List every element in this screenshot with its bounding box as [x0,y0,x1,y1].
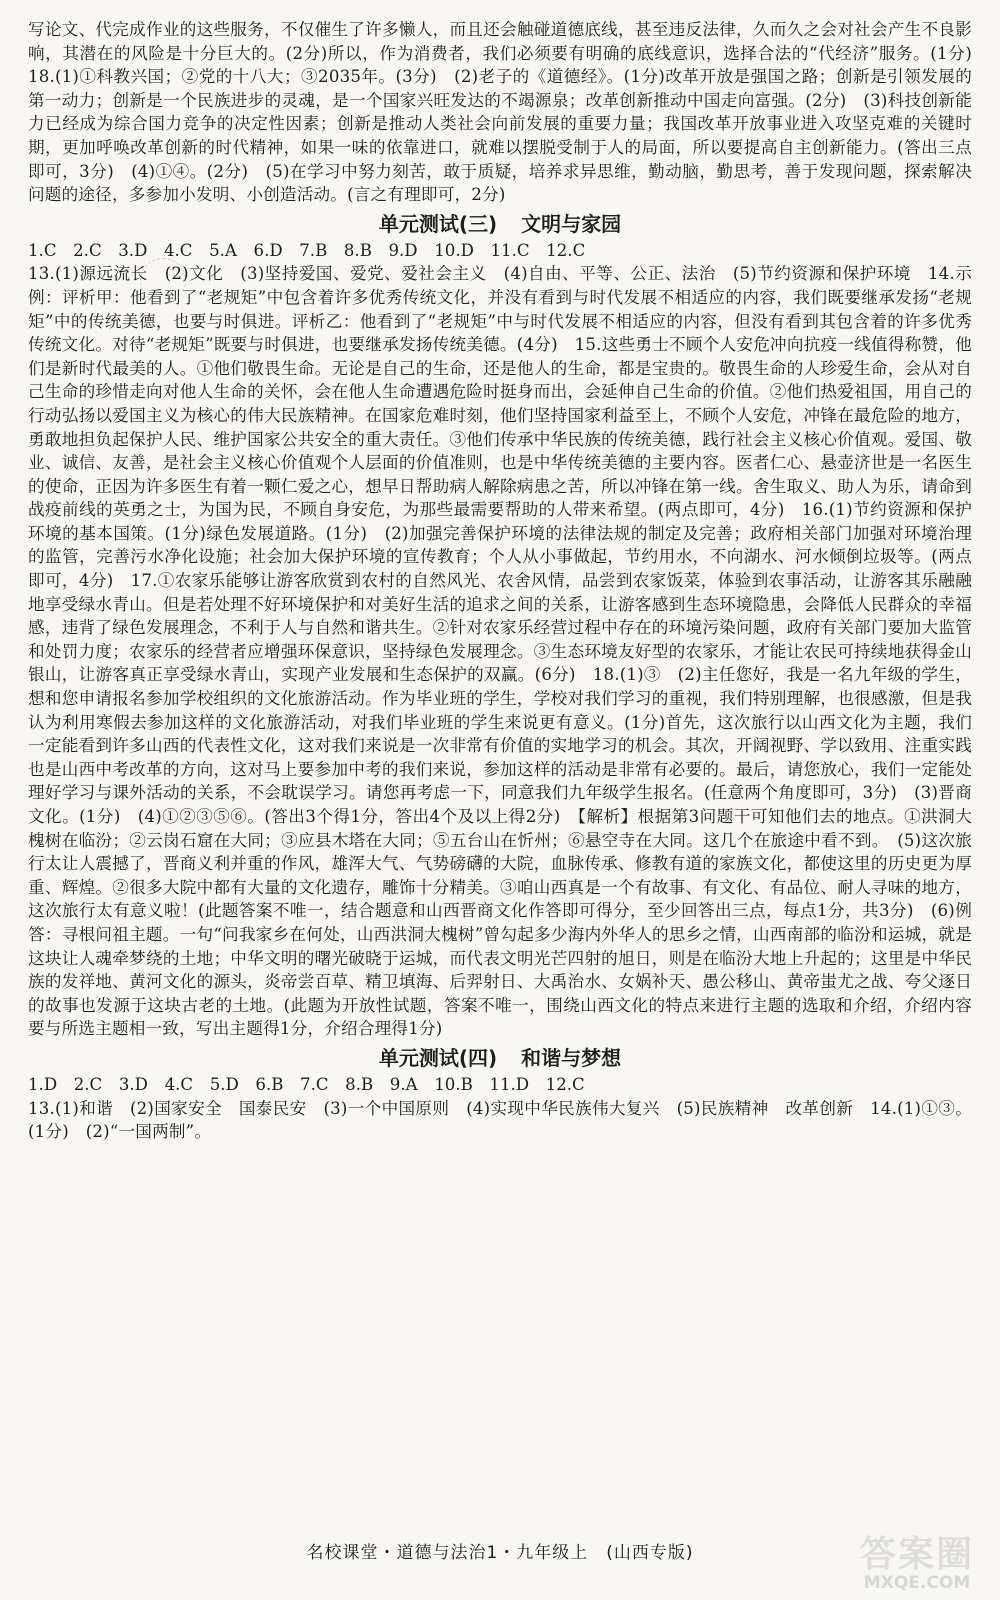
watermark-chars: 答案圈 [859,1534,974,1575]
text-block-continued-answers: 写论文、代完成作业的这些服务，不仅催生了许多懒人，而且还会触碰道德底线，甚至违反法律，久而久之会对社会产生不良影响，其潜在的风险是十分巨大的。(2分)所以，作为消费者，我们必须要有明确的底线意识，选择合法的“代经济”服务。(1分) 18.(1)①科教兴国；②党的十八大；③2035年。(3分) (2)老子的《道德经》。(1分)改革开放是强国之路；创新是引领发展的第一动力；创新是一个民族进步的灵魂，是一个国家兴旺发达的不竭源泉；改革创新推动中国走向富强。(2分) (3)科技创新能力已经成为综合国力竞争的决定性因素；创新是推动人类社会向前发展的重要力量；我国改革开放事业进入攻坚克难的关键时期，更加呼唤改革创新的时代精神，如果一味的依靠进口，就难以摆脱受制于人的局面，所以要提高自主创新能力。(答出三点即可，3分) (4)①④。(2分) (5)在学习中努力刻苦，敢于质疑，培养求异思维，勤动脑，勤思考，善于发现问题，探索解决问题的途径，多参加小发明、小创造活动。(言之有理即可，2分) [28,20,989,205]
unit-test-4-subtitle: 和谐与梦想 [521,1045,622,1070]
unit-test-4-heading [28,1044,972,1072]
unit-test-4-choice-answers: 1.D 2.C 3.D 4.C 5.D 6.B 7.C 8.B 9.A 10.B 11.D 12.C [28,1074,585,1094]
faint-stamp-mark [140,258,186,304]
page-footer: 名校课堂・道德与法治1・九年级上 (山西专版) [306,1543,694,1563]
unit-test-4-answers-body: 13.(1)和谐 (2)国家安全 国泰民安 (3)一个中国原则 (4)实现中华民族伟大复兴 (5)民族精神 改革创新 14.(1)①③。(1分) (2)“一国两制”。 [28,1098,972,1142]
watermark-url: MXQE.COM [863,1573,971,1593]
unit-test-3-subtitle: 文明与家园 [521,211,622,236]
unit-test-3-title: 单元测试(三) [378,211,498,236]
answer-page [28,18,989,1144]
unit-test-4-title: 单元测试(四) [378,1045,498,1070]
site-watermark-logo [842,1536,992,1594]
unit-test-3-heading [28,210,972,238]
unit-test-3-answers-body: 13.(1)源远流长 (2)文化 (3)坚持爱国、爱党、爱社会主义 (4)自由、平等、公正、法治 (5)节约资源和保护环境 14.示例：评析甲：他看到了“老规矩”中包含着许多优秀传统文化，并没有看到与时代发展不相适应的内容，我们既要继承发扬“老规矩”中的传统美德，也要与时俱进。评析乙：他看到了“老规矩”中与时代发展不相适应的内容，但没有看到其包含着的许多优秀传统文化。对待“老规矩”既要与时俱进，也要继承发扬传统美德。(4分) 15.这些勇士不顾个人安危冲向抗疫一线值得称赞，他们是新时代最美的人。①他们敬畏生命。无论是自己的生命，还是他人的生命，都是宝贵的。敬畏生命的人珍爱生命，会从对自己生命的珍惜走向对他人生命的关怀，会在他人生命遭遇危险时挺身而出，会延伸自己生命的价值。②他们热爱祖国，用自己的行动弘扬以爱国主义为核心的伟大民族精神。在国家危难时刻，他们坚持国家利益至上，不顾个人安危，冲锋在最危险的地方，勇敢地担负起保护人民、维护国家公共安全的重大责任。③他们传承中华民族的传统美德，践行社会主义核心价值观。爱国、敬业、诚信、友善，是社会主义核心价值观个人层面的价值准则，也是中华传统美德的主要内容。医者仁心、悬壶济世是一名医生的使命，正因为许多医生有着一颗仁爱之心，想早日帮助病人解除病患之苦，所以冲锋在第一线。舍生取义、助人为乐，请命到战疫前线的英勇之士，为国为民，不顾自身安危，为那些最需要帮助的人带来希望。(两点即可，4分) 16.(1)节约资源和保护环境的基本国策。(1分)绿色发展道路。(1分) (2)加强完善保护环境的法律法规的制定及完善；政府相关部门加强对环境治理的监管，完善污水净化设施；社会加大保护环境的宣传教育；个人从小事做起，节约用水，不向湖水、河水倾倒垃圾等。(两点即可，4分) 17.①农家乐能够让游客欣赏到农村的自然风光、农舍风情，品尝到农家饭菜，体验到农事活动，让游客其乐融融地享受绿水青山。但是若处理不好环境保护和对美好生活的追求之间的关系，让游客感到生态环境隐患，会降低人民群众的幸福感，违背了绿色发展理念，不利于人与自然和谐共生。②针对农家乐经营过程中存在的环境污染问题，政府有关部门要加大监管和处罚力度；农家乐的经营者应增强环保意识，坚持绿色发展理念。③生态环境友好型的农家乐，才能让农民可持续地获得金山银山，让游客真正享受绿水青山，实现产业发展和生态保护的双赢。(6分) 18.(1)③ (2)主任您好，我是一名九年级的学生，想和您申请报名参加学校组织的文化旅游活动。作为毕业班的学生，学校对我们学习的重视，我们特别理解，也很感激，但是我认为利用寒假去参加这样的文化旅游活动，对我们毕业班的学生来说更有意义。(1分)首先，这次旅行以山西文化为主题，我们一定能看到许多山西的代表性文化，这对我们来说是一次非常有价值的实地学习的机会。其次，开阔视野、学以致用、注重实践也是山西中考改革的方向，这对马上要参加中考的我们来说，参加这样的活动是非常有必要的。最后，请您放心，我们一定能处理好学习与课外活动的关系，不会耽误学习。请您再考虑一下，同意我们九年级学生报名。(任意两个角度即可，3分) (3)晋商文化。(1分) (4)①②③⑤⑥。(答出3个得1分，答出4个及以上得2分) 【解析】根据第3问题干可知他们去的地点。①洪洞大槐树在临汾；②云岗石窟在大同；③应县木塔在大同；⑤五台山在忻州；⑥悬空寺在大同。这几个在旅途中看不到。 (5)这次旅行太让人震撼了，晋商义利并重的作风，雄浑大气、气势磅礴的大院，血脉传承、修教有道的家族文化，都使这里的历史更为厚重、辉煌。②很多大院中都有大量的文化遗存，雕饰十分精美。③咱山西真是一个有故事、有文化、有品位、耐人寻味的地方，这次旅行太有意义啦！(此题答案不唯一，结合题意和山西晋商文化作答即可得分，至少回答出三点，每点1分，共3分) (6)例答：寻根问祖主题。一句“问我家乡在何处，山西洪洞大槐树”曾勾起多少海内外华人的思乡之情，山西南部的临汾和运城，就是这块让人魂牵梦绕的土地；中华文明的曙光破晓于运城，而代表文明光芒四射的旭日，则是在临汾大地上升起的；这里是中华民族的发祥地、黄河文化的源头，炎帝尝百草、精卫填海、后羿射日、大禹治水、女娲补天、愚公移山、黄帝蚩尤之战、夸父逐日的故事也发源于这块古老的土地。(此题为开放性试题，答案不唯一，围绕山西文化的特点来进行主题的选取和介绍，介绍内容要与所选主题相一致，写出主题得1分，介绍合理得1分) [28,264,972,1039]
unit-test-3-choice-answers: 1.C 2.C 3.D 4.C 5.A 6.D 7.B 8.B 9.D 10.D 11.C 12.C [28,240,586,260]
